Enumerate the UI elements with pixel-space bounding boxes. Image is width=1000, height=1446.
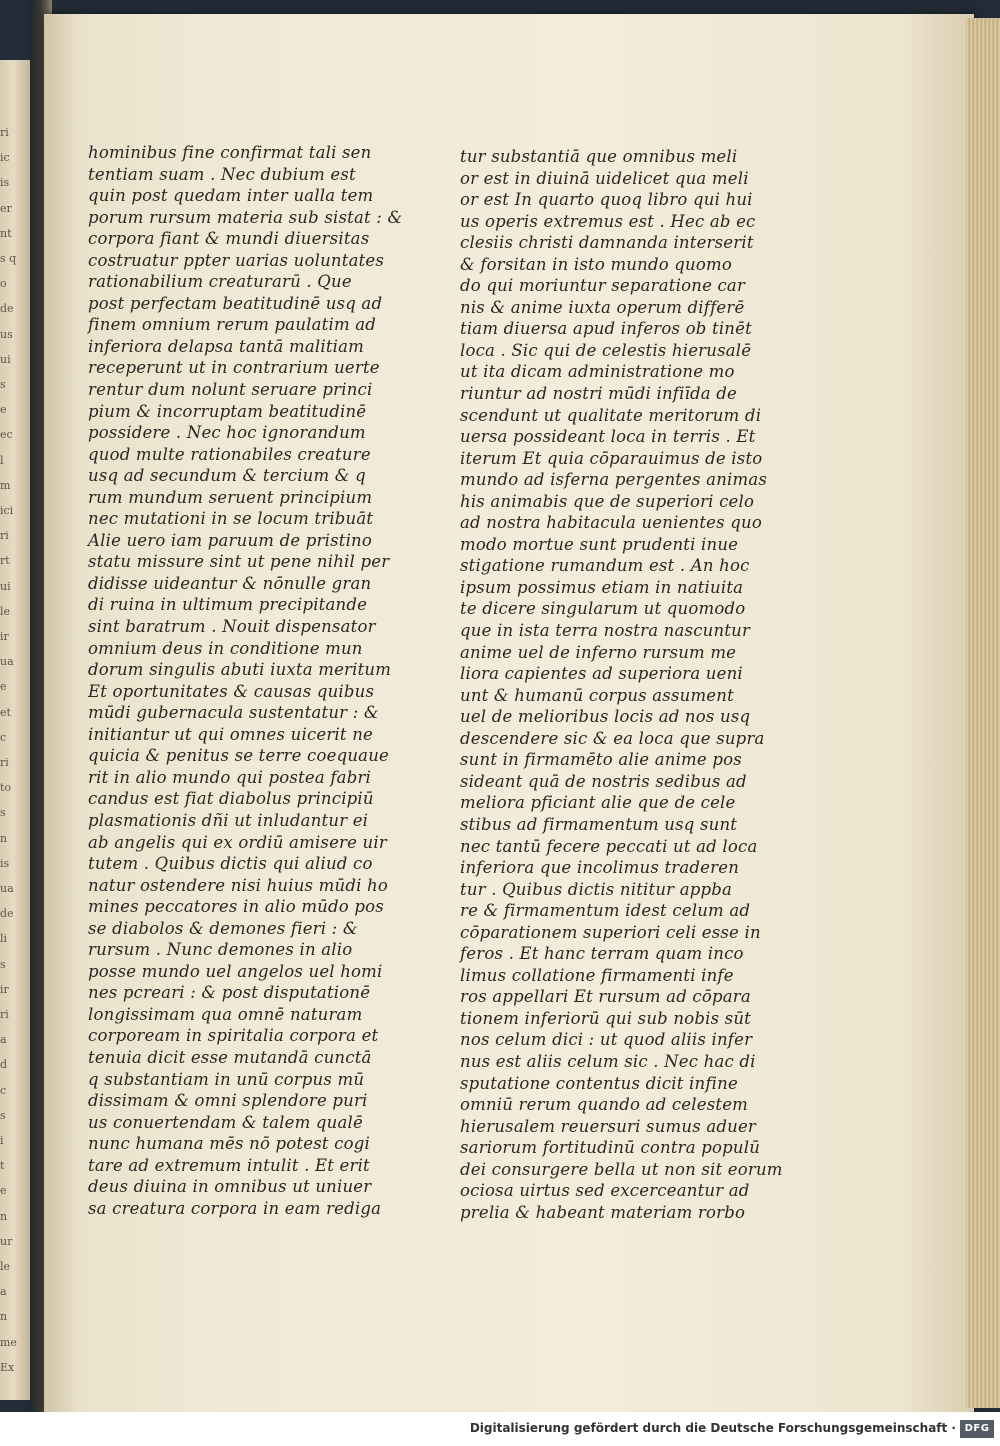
margin-fragment: o bbox=[0, 277, 7, 291]
text-line: sputatione contentus dicit infine bbox=[460, 1073, 738, 1093]
margin-fragment: s bbox=[0, 1108, 6, 1122]
text-line: natur ostendere nisi huius mūdi ho bbox=[88, 875, 388, 895]
text-line: nec tantū fecere peccati ut ad loca bbox=[460, 836, 758, 856]
text-line: rentur dum nolunt seruare princi bbox=[88, 380, 373, 400]
text-line: tur . Quibus dictis nititur appba bbox=[460, 879, 733, 899]
text-line: nec mutationi in se locum tribuāt bbox=[88, 509, 374, 529]
text-line: unt & humanū corpus assument bbox=[460, 685, 734, 705]
margin-fragment: c bbox=[0, 1083, 7, 1097]
margin-fragment: Ex bbox=[0, 1360, 15, 1374]
margin-fragment: li bbox=[0, 932, 8, 946]
text-line: ab angelis qui ex ordiū amisere uir bbox=[88, 832, 387, 852]
margin-fragment: e bbox=[0, 680, 7, 694]
text-line: quin post quedam inter ualla tem bbox=[88, 186, 374, 206]
text-line: corpoream in spiritalia corpora et bbox=[88, 1026, 379, 1046]
margin-fragment: e bbox=[0, 403, 7, 417]
text-line: mūdi gubernacula sustentatur : & bbox=[88, 703, 379, 723]
margin-fragment: rt bbox=[0, 554, 10, 568]
text-line: hierusalem reuersuri sumus aduer bbox=[460, 1116, 757, 1136]
text-line: descendere sic & ea loca que supra bbox=[460, 728, 765, 748]
margin-fragment: nt bbox=[0, 226, 12, 240]
margin-fragment: le bbox=[0, 1260, 11, 1273]
text-line: limus collatione firmamenti infe bbox=[460, 965, 734, 985]
margin-fragment: ua bbox=[0, 655, 14, 669]
text-line: ut ita dicam administratione mo bbox=[460, 362, 735, 382]
margin-fragment: et bbox=[0, 705, 11, 719]
text-line: q substantiam in unū corpus mū bbox=[88, 1069, 365, 1089]
margin-fragment: de bbox=[0, 907, 14, 921]
margin-fragment: ua bbox=[0, 882, 14, 895]
text-line: quicia & penitus se terre coequaue bbox=[88, 746, 390, 766]
text-line: sariorum fortitudinū contra populū bbox=[460, 1138, 761, 1158]
text-line: stigatione rumandum est . An hoc bbox=[460, 556, 750, 576]
text-line: longissimam qua omnē naturam bbox=[88, 1004, 363, 1024]
text-line: scendunt ut qualitate meritorum di bbox=[460, 405, 762, 425]
margin-fragment: ri bbox=[0, 529, 9, 543]
text-line: ad nostra habitacula uenientes quo bbox=[460, 513, 762, 533]
text-line: te dicere singularum ut quomodo bbox=[460, 599, 746, 619]
text-line: Et oportunitates & causas quibus bbox=[88, 681, 375, 701]
text-line: ipsum possimus etiam in natiuita bbox=[460, 577, 744, 597]
digitization-footer bbox=[0, 1412, 1000, 1446]
text-line: tare ad extremum intulit . Et erit bbox=[88, 1155, 370, 1175]
text-line: loca . Sic qui de celestis hierusalē bbox=[460, 340, 752, 360]
margin-fragment: ir bbox=[0, 982, 9, 996]
margin-fragment: ici bbox=[0, 504, 14, 517]
text-line: pium & incorruptam beatitudinē bbox=[88, 401, 367, 421]
text-line: hominibus fine confirmat tali sen bbox=[88, 143, 372, 162]
margin-fragment: s q bbox=[0, 252, 17, 265]
text-line: stibus ad firmamentum usq sunt bbox=[460, 814, 738, 834]
text-line: modo mortue sunt prudenti inue bbox=[460, 534, 739, 554]
text-line: que in ista terra nostra nascuntur bbox=[460, 621, 751, 641]
text-line: us operis extremus est . Hec ab ec bbox=[460, 211, 756, 231]
text-line: us conuertendam & talem qualē bbox=[88, 1112, 363, 1132]
text-column-left bbox=[88, 142, 403, 1219]
previous-page-edge bbox=[0, 60, 34, 1400]
margin-fragment: ri bbox=[0, 756, 9, 769]
text-line: dei consurgere bella ut non sit eorum bbox=[460, 1159, 783, 1179]
text-line: mundo ad isferna pergentes animas bbox=[460, 470, 768, 490]
text-line: mines peccatores in alio mūdo pos bbox=[88, 897, 384, 917]
margin-fragment: ic bbox=[0, 151, 10, 165]
text-line: nus est aliis celum sic . Nec hac di bbox=[460, 1051, 756, 1071]
margin-fragment: de bbox=[0, 302, 14, 316]
margin-fragment: ri bbox=[0, 1008, 9, 1021]
margin-fragment: is bbox=[0, 176, 10, 190]
margin-fragment: s bbox=[0, 806, 6, 820]
text-line: receperunt ut in contrarium uerte bbox=[88, 358, 380, 378]
text-line: nunc humana mēs nō potest cogi bbox=[88, 1134, 370, 1154]
margin-fragment: is bbox=[0, 856, 10, 870]
margin-fragment: t bbox=[0, 1159, 5, 1173]
dfg-logo: DFG bbox=[960, 1420, 994, 1438]
page-stack-edge bbox=[966, 18, 1000, 1408]
text-line: sa creatura corpora in eam rediga bbox=[88, 1198, 382, 1218]
text-line: nis & anime iuxta operum differē bbox=[460, 297, 745, 317]
text-line: deus diuina in omnibus ut uniuer bbox=[88, 1177, 372, 1197]
text-line: meliora pficiant alie que de cele bbox=[460, 793, 736, 813]
text-line: dorum singulis abuti iuxta meritum bbox=[88, 660, 392, 680]
text-line: feros . Et hanc terram quam inco bbox=[460, 944, 744, 964]
text-line: nes pcreari : & post disputationē bbox=[88, 983, 371, 1003]
text-line: tentiam suam . Nec dubium est bbox=[88, 164, 356, 184]
text-line: inferiora que incolimus traderen bbox=[460, 858, 740, 878]
text-line: iterum Et quia cōparauimus de isto bbox=[460, 448, 763, 468]
margin-fragment: n bbox=[0, 1310, 8, 1324]
text-line: or est In quarto quoq libro qui hui bbox=[460, 190, 753, 210]
margin-fragment: us bbox=[0, 327, 13, 341]
margin-fragment: i bbox=[0, 1134, 4, 1147]
margin-fragment: ri bbox=[0, 126, 9, 139]
text-line: uersa possideant loca in terris . Et bbox=[460, 427, 756, 447]
text-line: & forsitan in isto mundo quomo bbox=[460, 254, 732, 274]
text-line: his animabis que de superiori celo bbox=[460, 491, 755, 511]
text-line: tutem . Quibus dictis qui aliud co bbox=[88, 854, 373, 874]
text-line: candus est fiat diabolus principiū bbox=[88, 789, 374, 809]
margin-fragment: s bbox=[0, 378, 6, 391]
text-line: corpora fiant & mundi diuersitas bbox=[88, 229, 370, 249]
text-line: tenuia dicit esse mutandā cunctā bbox=[88, 1047, 372, 1067]
text-line: didisse uideantur & nōnulle gran bbox=[88, 573, 372, 593]
margin-fragment: ui bbox=[0, 579, 11, 593]
margin-fragment: er bbox=[0, 201, 12, 215]
text-line: cōparationem superiori celi esse in bbox=[460, 922, 761, 942]
margin-fragment: m bbox=[0, 478, 11, 492]
text-line: post perfectam beatitudinē usq ad bbox=[88, 293, 383, 313]
text-line: clesiis christi damnanda interserit bbox=[460, 233, 754, 253]
text-line: ros appellari Et rursum ad cōpara bbox=[460, 987, 751, 1007]
text-line: liora capientes ad superiora ueni bbox=[460, 664, 743, 684]
text-line: usq ad secundum & tercium & q bbox=[88, 466, 366, 486]
text-line: dissimam & omni splendore puri bbox=[88, 1091, 368, 1111]
text-column-right bbox=[460, 146, 783, 1223]
funding-credit: Digitalisierung gefördert durch die Deutsche Forschungsgemeinschaft · bbox=[469, 1421, 956, 1435]
margin-fragment: n bbox=[0, 831, 8, 845]
text-line: di ruina in ultimum precipitande bbox=[88, 595, 368, 615]
text-line: rum mundum seruent principium bbox=[88, 487, 373, 507]
margin-fragment: l bbox=[0, 453, 4, 467]
margin-fragment: d bbox=[0, 1058, 8, 1072]
text-line: finem omnium rerum paulatim ad bbox=[88, 315, 377, 335]
text-line: inferiora delapsa tantā malitiam bbox=[88, 336, 365, 356]
text-line: rationabilium creaturarū . Que bbox=[88, 272, 352, 292]
text-line: costruatur ppter uarias uoluntates bbox=[88, 250, 385, 270]
text-line: or est in diuinā uidelicet qua meli bbox=[460, 168, 749, 188]
text-line: tiam diuersa apud inferos ob tinēt bbox=[460, 319, 752, 339]
margin-fragment: ec bbox=[0, 428, 13, 442]
text-line: Alie uero iam paruum de pristino bbox=[88, 530, 373, 550]
margin-fragment: n bbox=[0, 1209, 8, 1223]
text-line: tionem inferiorū qui sub nobis sūt bbox=[460, 1008, 752, 1028]
text-line: nos celum dici : ut quod aliis infer bbox=[460, 1030, 753, 1050]
text-line: omnium deus in conditione mun bbox=[88, 638, 363, 658]
margin-fragment: a bbox=[0, 1033, 7, 1047]
margin-fragment: le bbox=[0, 604, 11, 618]
text-line: se diabolos & demones fieri : & bbox=[88, 918, 358, 938]
text-line: do qui moriuntur separatione car bbox=[460, 276, 746, 296]
text-line: possidere . Nec hoc ignorandum bbox=[88, 423, 366, 443]
margin-fragment: a bbox=[0, 1285, 7, 1299]
text-line: quod multe rationabiles creature bbox=[88, 444, 371, 464]
text-line: sunt in firmamēto alie anime pos bbox=[460, 750, 742, 770]
text-line: sint baratrum . Nouit dispensator bbox=[88, 617, 376, 637]
text-line: initiantur ut qui omnes uicerit ne bbox=[88, 724, 373, 744]
text-line: ociosa uirtus sed excerceantur ad bbox=[460, 1181, 750, 1201]
text-line: sideant quā de nostris sedibus ad bbox=[460, 771, 747, 791]
margin-fragment: to bbox=[0, 781, 12, 795]
text-line: posse mundo uel angelos uel homi bbox=[88, 961, 383, 981]
text-line: omniū rerum quando ad celestem bbox=[460, 1095, 749, 1115]
text-line: prelia & habeant materiam rorbo bbox=[460, 1202, 746, 1222]
text-line: rursum . Nunc demones in alio bbox=[88, 940, 353, 960]
margin-fragment: s bbox=[0, 957, 6, 971]
text-line: riuntur ad nostri mūdi infiīda de bbox=[460, 384, 738, 404]
text-line: statu missure sint ut pene nihil per bbox=[88, 552, 390, 572]
text-line: uel de melioribus locis ad nos usq bbox=[460, 707, 751, 727]
text-line: plasmationis dñi ut inludantur ei bbox=[88, 810, 369, 830]
margin-fragment: ur bbox=[0, 1234, 13, 1248]
margin-fragment: c bbox=[0, 730, 7, 744]
margin-fragment: ui bbox=[0, 352, 11, 366]
margin-fragment: e bbox=[0, 1184, 7, 1198]
text-line: re & firmamentum idest celum ad bbox=[460, 901, 751, 921]
text-line: porum rursum materia sub sistat : & bbox=[88, 207, 403, 227]
margin-fragment: me bbox=[0, 1335, 17, 1349]
margin-fragment: ir bbox=[0, 630, 9, 643]
text-line: tur substantiā que omnibus meli bbox=[460, 147, 738, 166]
text-line: rit in alio mundo qui postea fabri bbox=[88, 767, 372, 787]
text-line: anime uel de inferno rursum me bbox=[460, 642, 737, 662]
